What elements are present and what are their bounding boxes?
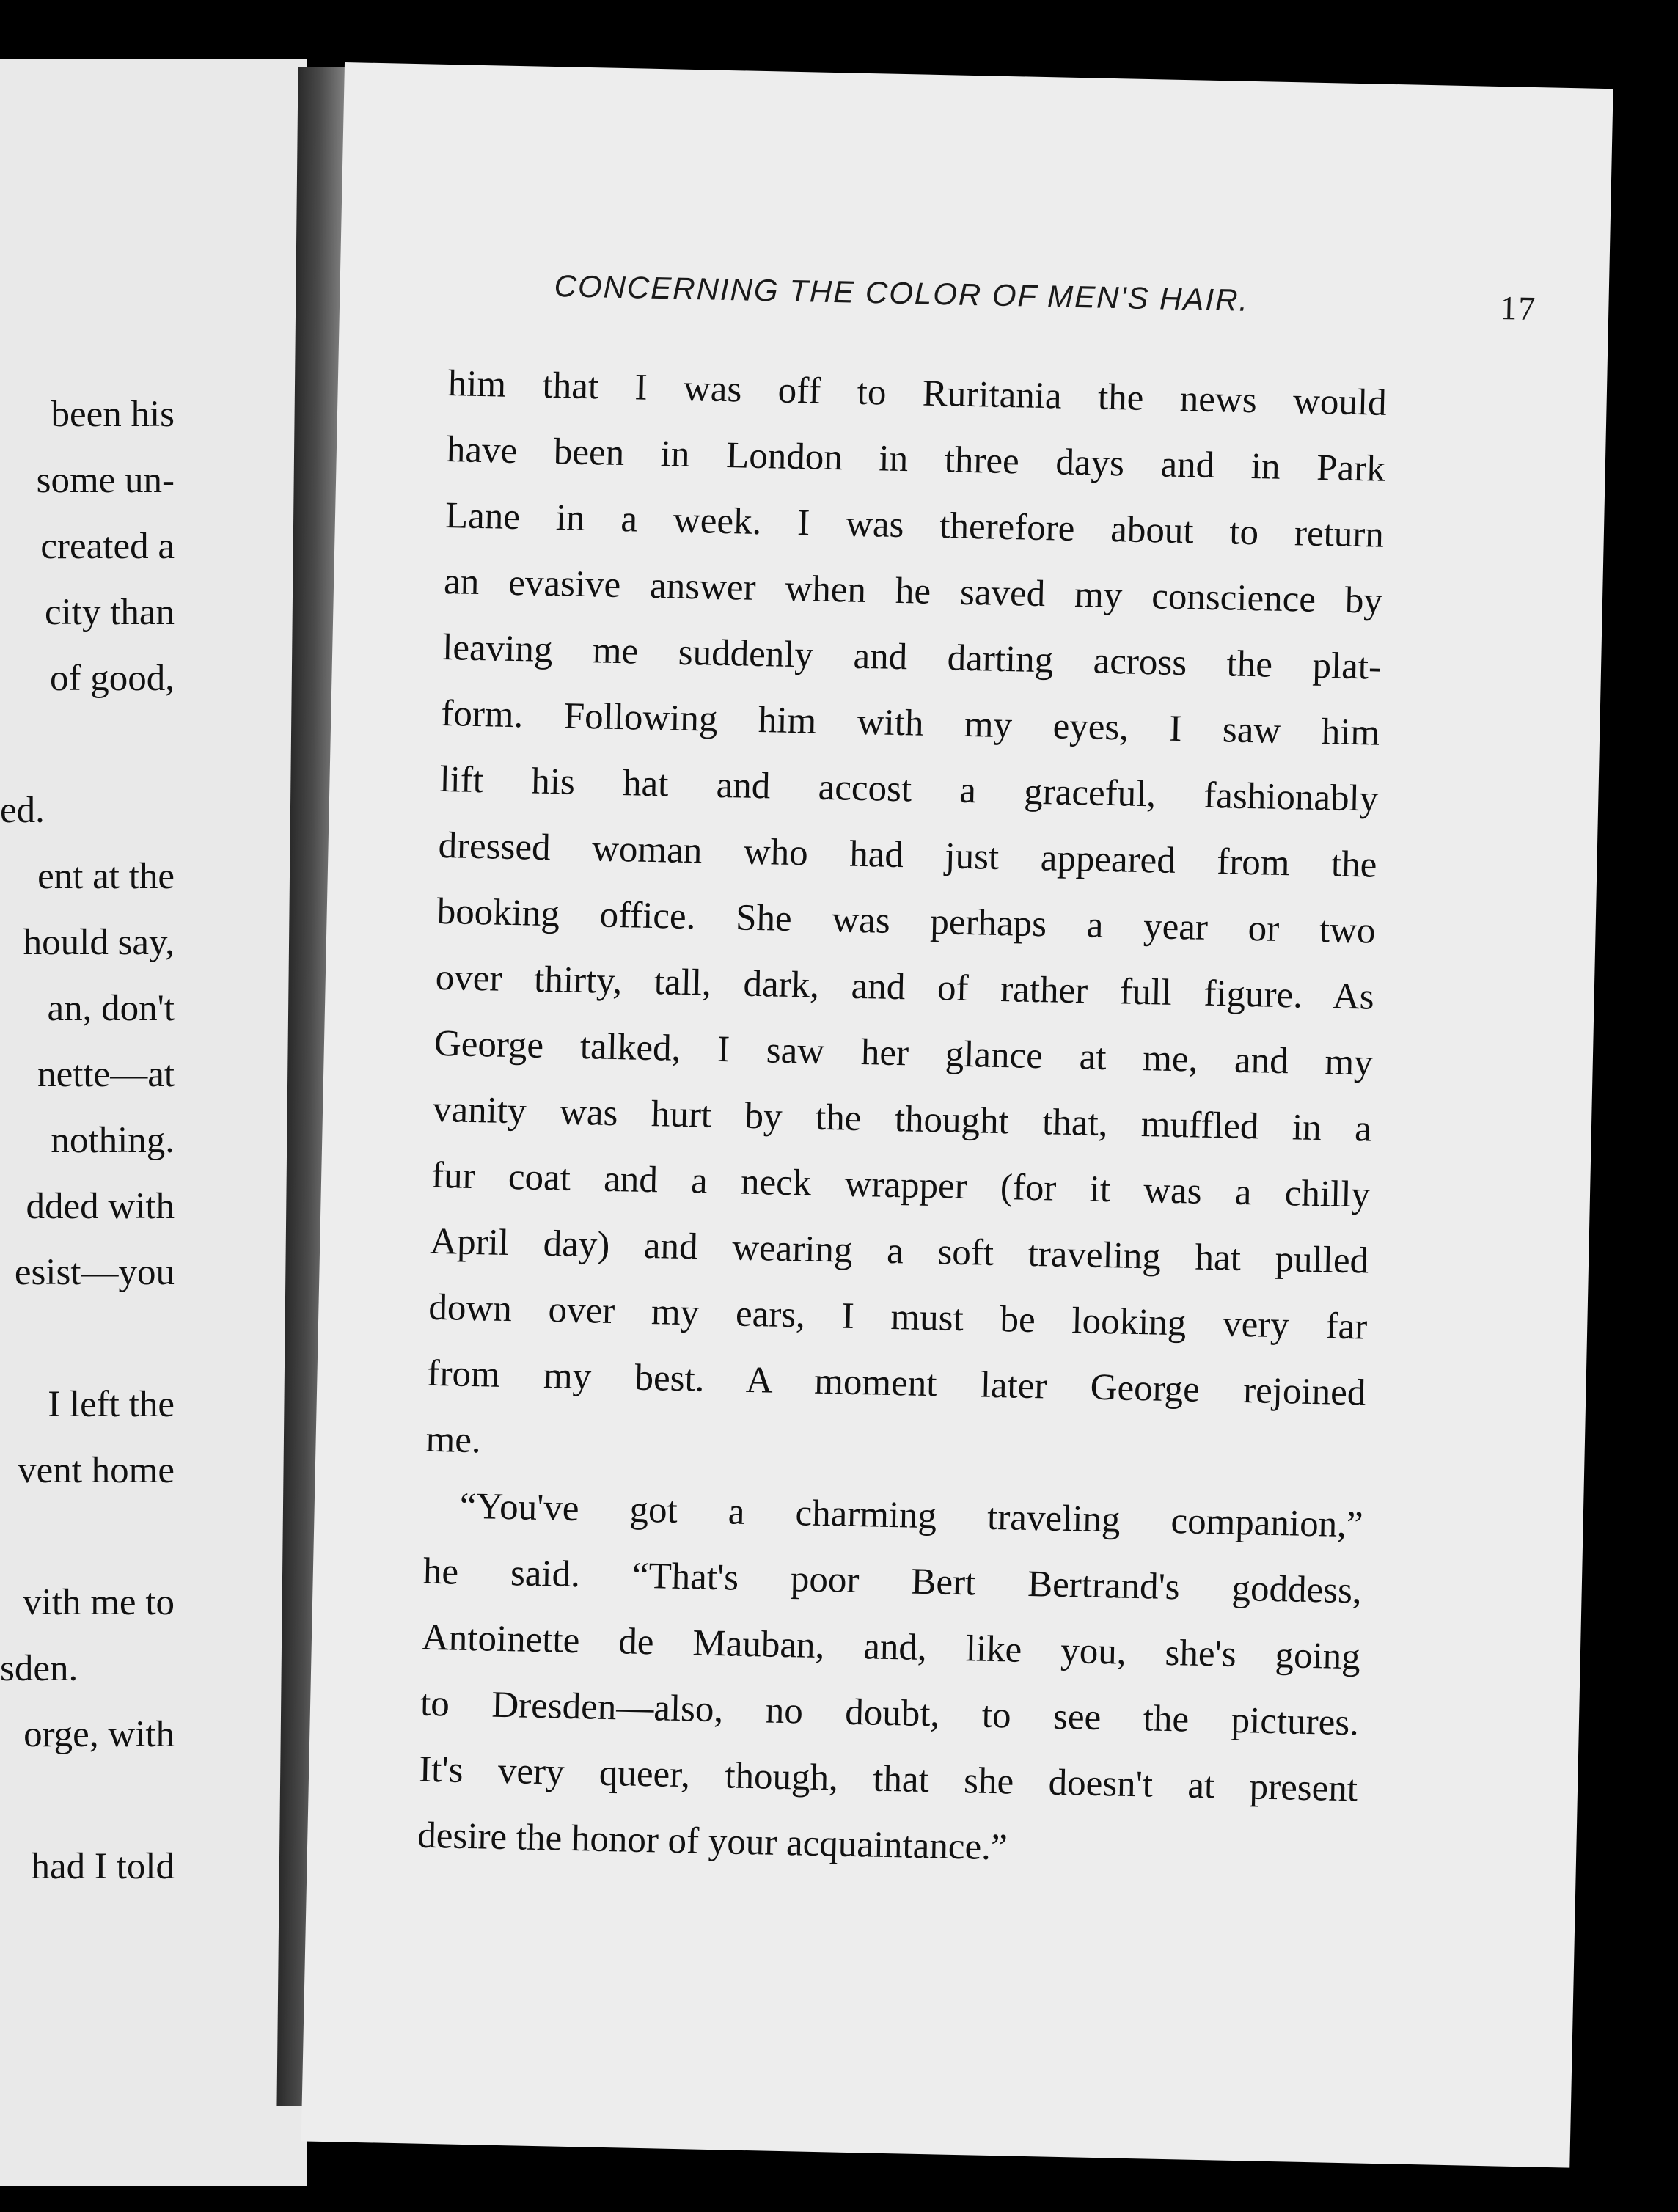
left-line: been his <box>51 394 175 435</box>
left-line: esist—you <box>14 1252 175 1293</box>
text-line: from my best. A moment later George rejoined <box>426 1352 1366 1414</box>
left-line: nette—at <box>37 1054 175 1095</box>
body-text <box>417 351 1387 1888</box>
left-line: an, don't <box>47 988 175 1029</box>
text-line: Antoinette de Mauban, and, like you, she's going <box>421 1616 1361 1678</box>
left-line: vent home <box>18 1450 175 1491</box>
left-line: dded with <box>26 1186 175 1227</box>
left-line: orge, with <box>23 1714 175 1755</box>
left-page-text <box>0 381 175 1900</box>
left-line: hould say, <box>23 922 175 963</box>
text-line: booking office. She was perhaps a year or two <box>436 890 1377 952</box>
text-line: an evasive answer when he saved my conscience by <box>443 560 1383 622</box>
text-line: dressed woman who had just appeared from the <box>438 824 1377 886</box>
running-head <box>554 268 1537 333</box>
left-page <box>0 59 307 2186</box>
text-line: leaving me suddenly and darting across the plat- <box>442 626 1382 688</box>
left-line: city than <box>44 592 175 633</box>
left-line <box>0 1768 175 1834</box>
text-line: fur coat and a neck wrapper (for it was a chilly <box>431 1154 1371 1216</box>
text-line: April day) and wearing a soft traveling hat pulled <box>429 1220 1369 1282</box>
text-line: down over my ears, I must be looking very far <box>428 1286 1368 1348</box>
text-line: It's very queer, though, that she doesn't at present <box>418 1748 1358 1810</box>
text-line: have been in London in three days and in Park <box>446 429 1386 490</box>
left-line <box>0 1504 175 1570</box>
left-line: had I told <box>31 1846 175 1887</box>
left-line: nothing. <box>51 1120 175 1161</box>
text-line: he said. “That's poor Bert Bertrand's goddess, <box>422 1550 1363 1612</box>
left-line <box>0 711 175 777</box>
page-number: 17 <box>1499 289 1537 328</box>
text-line: desire the honor of your acquaintance.” <box>417 1814 1008 1869</box>
text-line: vanity was hurt by the thought that, muffled in a <box>432 1088 1372 1150</box>
left-line: I left the <box>48 1384 175 1425</box>
text-line: to Dresden—also, no doubt, to see the pictures. <box>420 1682 1360 1744</box>
text-line: over thirty, tall, dark, and of rather full figure. As <box>435 956 1375 1018</box>
text-line: form. Following him with my eyes, I saw him <box>440 692 1380 754</box>
text-line: me. <box>425 1418 482 1462</box>
text-line: Lane in a week. I was therefore about to return <box>444 495 1385 556</box>
text-line: George talked, I saw her glance at me, and my <box>433 1022 1374 1084</box>
text-line: him that I was off to Ruritania the news would <box>447 363 1388 424</box>
text-line: lift his hat and accost a graceful, fashionably <box>439 758 1379 820</box>
right-page <box>301 62 1613 2168</box>
left-line: ent at the <box>37 856 175 897</box>
left-line: created a <box>40 526 175 567</box>
left-line: vith me to <box>23 1582 175 1623</box>
left-line: of good, <box>50 658 175 699</box>
left-line: some un- <box>36 460 175 501</box>
left-line: ed. <box>0 790 45 831</box>
running-head-title: CONCERNING THE COLOR OF MEN'S HAIR. <box>554 268 1250 318</box>
left-line <box>0 1305 175 1371</box>
left-line: sden. <box>0 1648 78 1689</box>
text-line: “You've got a charming traveling companion,” <box>459 1485 1364 1546</box>
